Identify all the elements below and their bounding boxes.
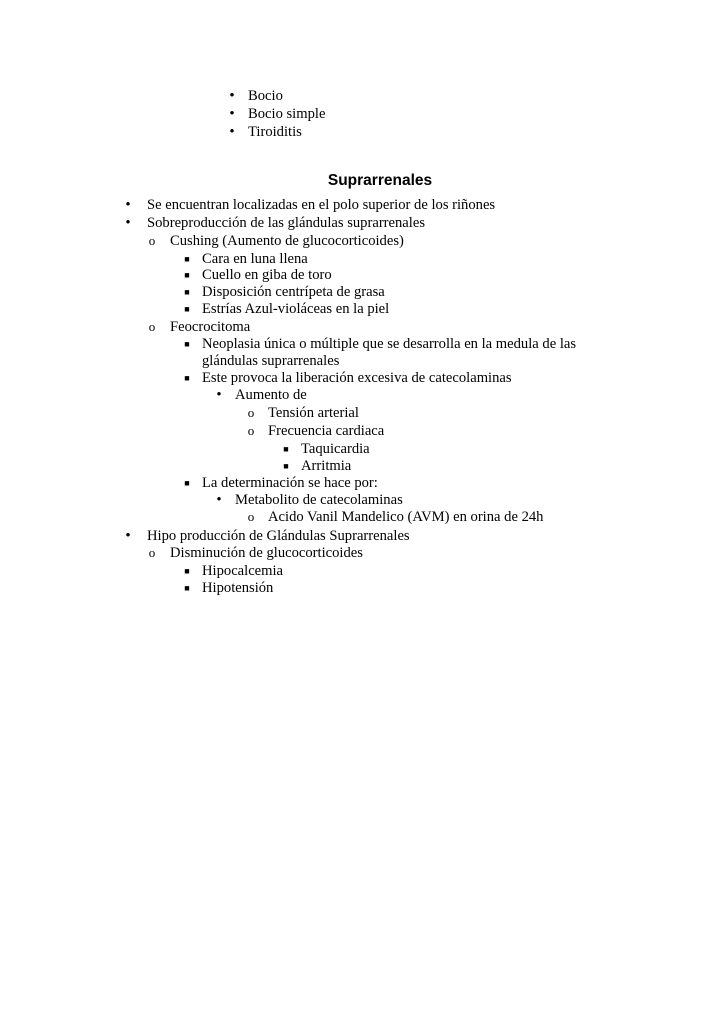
list-item-text: Hipo producción de Glándulas Suprarrenales xyxy=(147,528,410,544)
bullet-disc: • xyxy=(216,492,222,508)
list-item-text: La determinación se hace por: xyxy=(202,475,378,491)
bullet-disc: • xyxy=(125,215,131,231)
bullet-disc: • xyxy=(229,124,235,140)
list-item-text: Este provoca la liberación excesiva de catecolaminas xyxy=(202,370,512,386)
list-item-text: Frecuencia cardiaca xyxy=(268,423,385,439)
bullet-square: ■ xyxy=(184,478,190,488)
list-item-text: Estrías Azul-violáceas en la piel xyxy=(202,301,390,317)
list-item-text: Disminución de glucocorticoides xyxy=(170,545,363,561)
list-item-text: Disposición centrípeta de grasa xyxy=(202,284,385,300)
bullet-disc: • xyxy=(125,197,131,213)
bullet-circle: o xyxy=(247,423,255,438)
bullet-square: ■ xyxy=(184,254,190,264)
bullet-circle: o xyxy=(247,405,255,420)
bullet-disc: • xyxy=(125,528,131,544)
list-item-text: Bocio simple xyxy=(248,106,326,122)
list-item-text: Cara en luna llena xyxy=(202,251,308,267)
list-item-text: glándulas suprarrenales xyxy=(202,353,340,369)
bullet-square: ■ xyxy=(184,339,190,349)
list-item-text: Aumento de xyxy=(235,387,307,403)
bullet-square: ■ xyxy=(184,270,190,280)
bullet-circle: o xyxy=(148,233,156,248)
bullet-square: ■ xyxy=(283,461,289,471)
list-item-text: Acido Vanil Mandelico (AVM) en orina de 24h xyxy=(268,509,544,525)
list-item-text: Neoplasia única o múltiple que se desarrolla en la medula de las xyxy=(202,336,577,352)
bullet-square: ■ xyxy=(184,373,190,383)
list-item-text: Tiroiditis xyxy=(248,124,302,140)
bullet-square: ■ xyxy=(184,304,190,314)
bullet-square: ■ xyxy=(184,566,190,576)
list-item-text: Metabolito de catecolaminas xyxy=(235,492,403,508)
list-item-text: Se encuentran localizadas en el polo superior de los riñones xyxy=(147,197,496,213)
list-item-text: Cushing (Aumento de glucocorticoides) xyxy=(170,233,404,249)
list-item-text: Feocrocitoma xyxy=(170,319,251,335)
list-item-text: Hipocalcemia xyxy=(202,563,284,579)
section-title: Suprarrenales xyxy=(327,172,433,189)
list-item-text: Tensión arterial xyxy=(268,405,359,421)
bullet-square: ■ xyxy=(283,444,289,454)
list-item-text: Bocio xyxy=(248,88,283,104)
bullet-disc: • xyxy=(229,106,235,122)
bullet-disc: • xyxy=(229,88,235,104)
list-item-text: Arritmia xyxy=(301,458,352,474)
list-item-text: Hipotensión xyxy=(202,580,274,596)
bullet-circle: o xyxy=(247,509,255,524)
list-item-text: Cuello en giba de toro xyxy=(202,267,332,283)
bullet-circle: o xyxy=(148,319,156,334)
list-item-text: Taquicardia xyxy=(301,441,370,457)
bullet-disc: • xyxy=(216,387,222,403)
list-item-text: Sobreproducción de las glándulas suprarrenales xyxy=(147,215,426,231)
bullet-square: ■ xyxy=(184,287,190,297)
bullet-square: ■ xyxy=(184,583,190,593)
bullet-circle: o xyxy=(148,545,156,560)
